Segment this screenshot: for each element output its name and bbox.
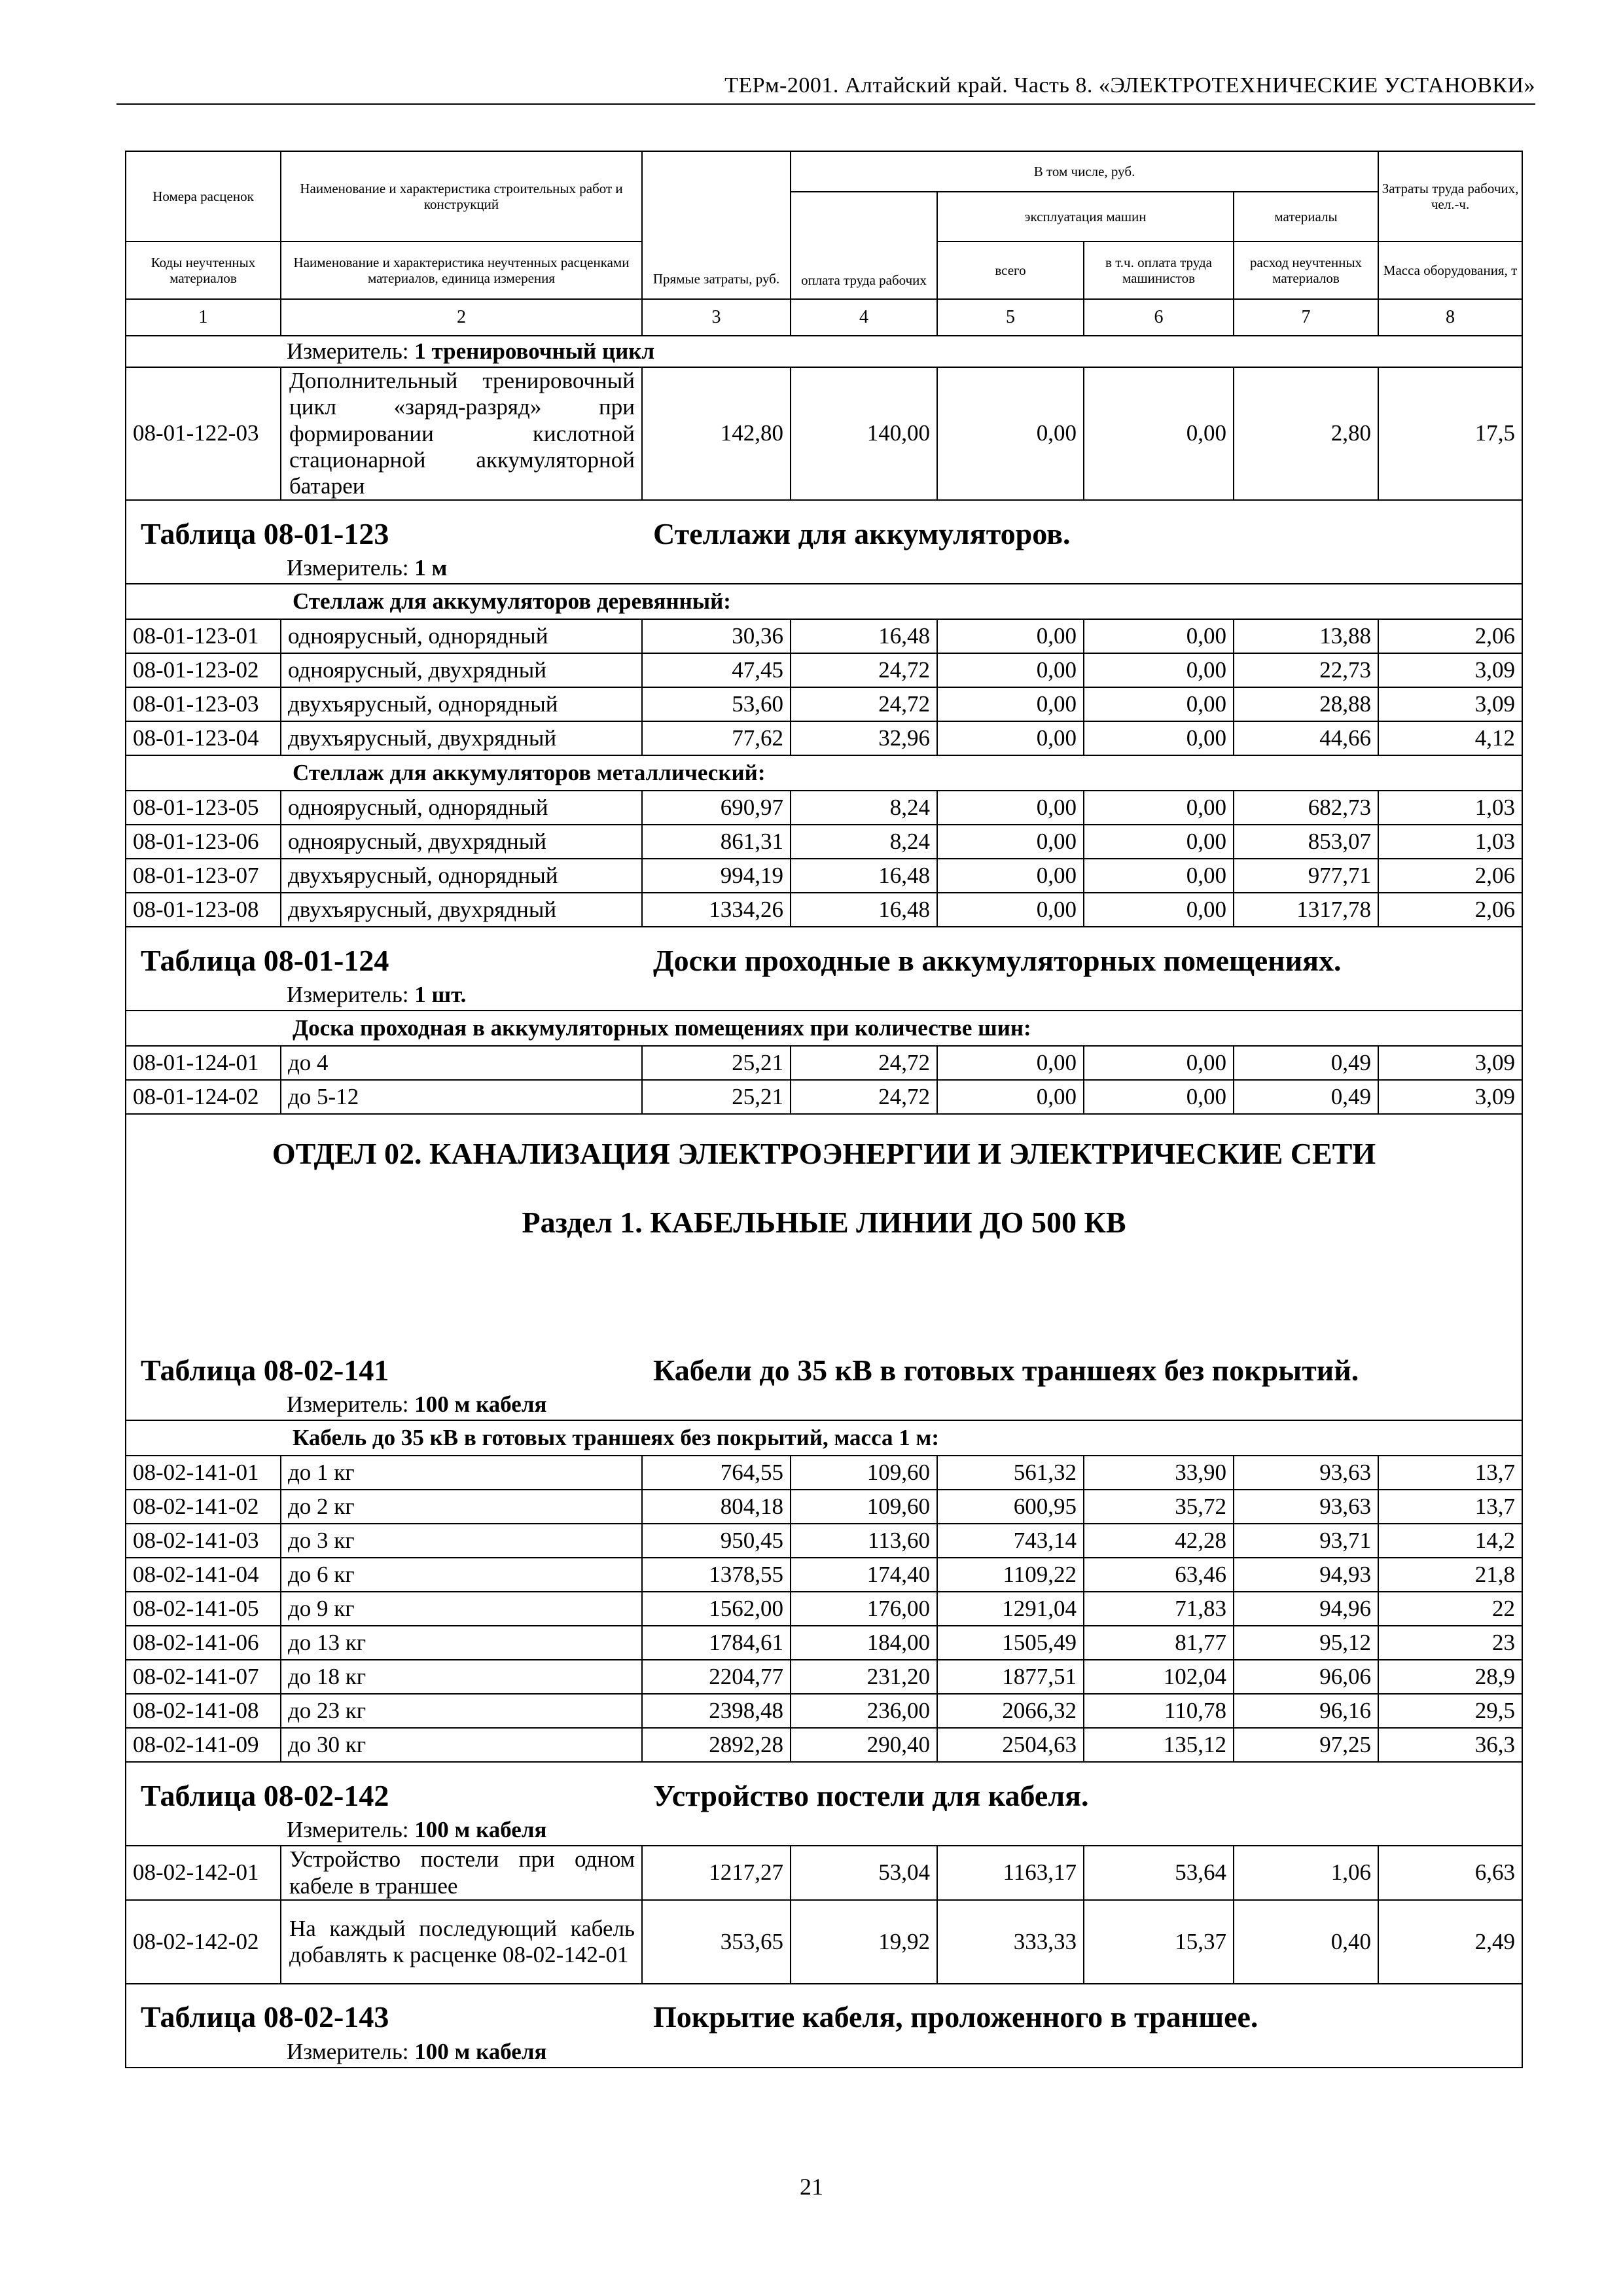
rate-code: 08-01-123-02 [126, 653, 281, 687]
rate-value-c7: 94,93 [1234, 1558, 1378, 1592]
unit-value: 100 м кабеля [414, 2038, 547, 2064]
rate-value-c4: 16,48 [791, 619, 937, 653]
rate-value-c6: 63,46 [1084, 1558, 1234, 1592]
rate-value-c5: 1109,22 [937, 1558, 1084, 1592]
rate-value-c4: 290,40 [791, 1728, 937, 1762]
table-title-row [126, 500, 1522, 553]
rate-value-c7: 22,73 [1234, 653, 1378, 687]
table-title-row [126, 927, 1522, 980]
col-header-equipment-mass: Масса оборудования, т [1378, 242, 1522, 299]
col-num: 6 [1084, 299, 1234, 336]
rate-value-c4: 109,60 [791, 1490, 937, 1524]
rate-row [126, 791, 1522, 825]
col-header-worker-pay: оплата труда рабочих [791, 192, 937, 299]
rate-value-c3: 690,97 [642, 791, 791, 825]
unit-value: 100 м кабеля [414, 1817, 547, 1842]
rate-value-c8: 4,12 [1378, 721, 1522, 755]
rate-value-c5: 1163,17 [937, 1846, 1084, 1900]
rate-value-c7: 682,73 [1234, 791, 1378, 825]
rate-value-c6: 135,12 [1084, 1728, 1234, 1762]
rate-value-c3: 353,65 [642, 1900, 791, 1984]
rate-value-c6: 0,00 [1084, 859, 1234, 893]
table-number: Таблица 08-01-123 [141, 516, 389, 550]
col-num: 7 [1234, 299, 1378, 336]
rate-name: На каждый последующий кабель добавлять к расценке 08-02-142-01 [281, 1900, 642, 1984]
rate-value-c4: 8,24 [791, 791, 937, 825]
rate-value-c6: 110,78 [1084, 1694, 1234, 1728]
table-title-row [126, 1337, 1522, 1390]
rate-code: 08-01-124-02 [126, 1080, 281, 1114]
rate-value-c8: 3,09 [1378, 687, 1522, 721]
rate-value-c8: 3,09 [1378, 1080, 1522, 1114]
rate-value-c4: 109,60 [791, 1456, 937, 1490]
table-name: Устройство постели для кабеля. [653, 1778, 1089, 1812]
rate-value-c5: 0,00 [937, 721, 1084, 755]
rate-value-c5: 1291,04 [937, 1592, 1084, 1626]
rate-name: до 2 кг [281, 1490, 642, 1524]
rate-value-c4: 24,72 [791, 687, 937, 721]
rate-value-c3: 77,62 [642, 721, 791, 755]
rate-value-c6: 71,83 [1084, 1592, 1234, 1626]
rate-value-c7: 13,88 [1234, 619, 1378, 653]
rate-value-c6: 35,72 [1084, 1490, 1234, 1524]
rate-code: 08-02-141-01 [126, 1456, 281, 1490]
rate-code: 08-02-141-03 [126, 1524, 281, 1558]
rate-value-c3: 1562,00 [642, 1592, 791, 1626]
unit-label: Измеритель: [287, 1391, 409, 1417]
rate-row [126, 1490, 1522, 1524]
rate-row [126, 1080, 1522, 1114]
rate-code: 08-01-123-06 [126, 825, 281, 859]
rate-row [126, 1694, 1522, 1728]
rate-row [126, 1846, 1522, 1900]
rate-value-c5: 0,00 [937, 1046, 1084, 1080]
table-name: Доски проходные в аккумуляторных помещениях. [653, 943, 1342, 977]
rate-value-c8: 13,7 [1378, 1490, 1522, 1524]
col-header-machines-total: всего [937, 242, 1084, 299]
col-header-materials: материалы [1234, 192, 1378, 242]
rate-value-c8: 2,06 [1378, 893, 1522, 927]
rate-code: 08-01-123-01 [126, 619, 281, 653]
rate-code: 08-02-141-07 [126, 1660, 281, 1694]
col-num: 1 [126, 299, 281, 336]
unit-value: 1 м [414, 555, 448, 581]
col-header-labor: Затраты труда рабочих, чел.-ч. [1378, 151, 1522, 242]
rate-code: 08-02-141-05 [126, 1592, 281, 1626]
unit-label: Измеритель: [287, 982, 409, 1007]
col-header-name: Наименование и характеристика строительных работ и конструкций [281, 151, 642, 242]
rate-value-c5: 0,00 [937, 893, 1084, 927]
rate-value-c3: 47,45 [642, 653, 791, 687]
rate-name: двухъярусный, однорядный [281, 687, 642, 721]
rate-value-c6: 0,00 [1084, 653, 1234, 687]
rate-row [126, 1660, 1522, 1694]
rate-value-c8: 1,03 [1378, 825, 1522, 859]
rate-code: 08-01-123-08 [126, 893, 281, 927]
rate-value-c8: 21,8 [1378, 1558, 1522, 1592]
col-header-direct-costs: Прямые затраты, руб. [642, 151, 791, 299]
rate-value-c4: 174,40 [791, 1558, 937, 1592]
rate-value-c5: 0,00 [937, 367, 1084, 500]
rate-value-c5: 2504,63 [937, 1728, 1084, 1762]
rate-row [126, 619, 1522, 653]
rate-value-c4: 24,72 [791, 1046, 937, 1080]
table-number: Таблица 08-02-141 [141, 1353, 389, 1387]
rate-value-c3: 861,31 [642, 825, 791, 859]
rate-value-c7: 0,49 [1234, 1046, 1378, 1080]
rate-code: 08-01-123-04 [126, 721, 281, 755]
rate-value-c6: 0,00 [1084, 619, 1234, 653]
rate-value-c7: 853,07 [1234, 825, 1378, 859]
rate-value-c4: 16,48 [791, 859, 937, 893]
rate-value-c6: 0,00 [1084, 1046, 1234, 1080]
rate-value-c5: 0,00 [937, 653, 1084, 687]
rate-value-c6: 15,37 [1084, 1900, 1234, 1984]
rate-value-c6: 33,90 [1084, 1456, 1234, 1490]
col-header-material-consumption: расход неучтенных материалов [1234, 242, 1378, 299]
rate-value-c3: 2204,77 [642, 1660, 791, 1694]
rate-value-c8: 14,2 [1378, 1524, 1522, 1558]
rate-name: одноярусный, однорядный [281, 619, 642, 653]
rate-name: до 9 кг [281, 1592, 642, 1626]
rate-value-c4: 53,04 [791, 1846, 937, 1900]
rate-value-c4: 24,72 [791, 1080, 937, 1114]
table-name: Покрытие кабеля, проложенного в траншее. [653, 2000, 1258, 2034]
rate-value-c5: 561,32 [937, 1456, 1084, 1490]
rate-row [126, 825, 1522, 859]
rate-value-c3: 1378,55 [642, 1558, 791, 1592]
rate-value-c5: 743,14 [937, 1524, 1084, 1558]
rate-value-c8: 3,09 [1378, 653, 1522, 687]
rate-row [126, 653, 1522, 687]
group-heading: Стеллаж для аккумуляторов деревянный: [281, 584, 1522, 619]
rate-value-c8: 1,03 [1378, 791, 1522, 825]
rate-name: двухъярусный, однорядный [281, 859, 642, 893]
rate-name: до 4 [281, 1046, 642, 1080]
rate-value-c3: 2892,28 [642, 1728, 791, 1762]
rate-row [126, 1592, 1522, 1626]
group-heading: Доска проходная в аккумуляторных помещениях при количестве шин: [281, 1011, 1522, 1046]
rate-row [126, 687, 1522, 721]
unit-value: 1 шт. [414, 982, 467, 1007]
table-body [126, 336, 1522, 2068]
column-numbers [126, 299, 1522, 336]
rate-value-c8: 6,63 [1378, 1846, 1522, 1900]
rate-name: до 6 кг [281, 1558, 642, 1592]
rate-row [126, 1046, 1522, 1080]
subsection-heading: Раздел 1. КАБЕЛЬНЫЕ ЛИНИИ ДО 500 КВ [126, 1193, 1522, 1337]
rate-value-c8: 17,5 [1378, 367, 1522, 500]
rate-value-c3: 950,45 [642, 1524, 791, 1558]
col-num: 5 [937, 299, 1084, 336]
rate-value-c4: 176,00 [791, 1592, 937, 1626]
rate-value-c7: 0,40 [1234, 1900, 1378, 1984]
col-num: 8 [1378, 299, 1522, 336]
unit-row [126, 336, 1522, 367]
table-number: Таблица 08-02-143 [141, 2000, 389, 2034]
rate-code: 08-01-122-03 [126, 367, 281, 500]
page-number: 21 [800, 2174, 823, 2200]
rate-value-c4: 19,92 [791, 1900, 937, 1984]
rate-row [126, 1456, 1522, 1490]
rate-value-c6: 0,00 [1084, 825, 1234, 859]
rate-value-c6: 0,00 [1084, 367, 1234, 500]
section-heading: ОТДЕЛ 02. КАНАЛИЗАЦИЯ ЭЛЕКТРОЭНЕРГИИ И ЭЛЕКТРИЧЕСКИЕ СЕТИ [126, 1114, 1522, 1193]
group-heading: Стеллаж для аккумуляторов металлический: [281, 755, 1522, 791]
col-num: 2 [281, 299, 642, 336]
rate-name: Дополнительный тренировочный цикл «заряд-разряд» при формировании кислотной стационарной аккумуляторной батареи [281, 367, 642, 500]
rate-row [126, 721, 1522, 755]
rate-value-c3: 25,21 [642, 1080, 791, 1114]
unit-row [126, 1390, 1522, 1420]
rate-name: одноярусный, однорядный [281, 791, 642, 825]
group-heading-row [126, 1420, 1522, 1456]
rate-code: 08-02-141-08 [126, 1694, 281, 1728]
rate-code: 08-02-141-09 [126, 1728, 281, 1762]
table-name: Стеллажи для аккумуляторов. [653, 516, 1071, 550]
unit-value: 1 тренировочный цикл [414, 338, 655, 364]
rate-value-c3: 994,19 [642, 859, 791, 893]
rate-value-c6: 0,00 [1084, 1080, 1234, 1114]
rate-name: до 30 кг [281, 1728, 642, 1762]
group-heading-row [126, 584, 1522, 619]
group-heading: Кабель до 35 кВ в готовых траншеях без покрытий, масса 1 м: [281, 1420, 1522, 1456]
rate-name: одноярусный, двухрядный [281, 653, 642, 687]
col-num: 3 [642, 299, 791, 336]
rate-row [126, 1558, 1522, 1592]
rate-value-c8: 29,5 [1378, 1694, 1522, 1728]
rate-value-c5: 0,00 [937, 687, 1084, 721]
rate-row [126, 1524, 1522, 1558]
rate-value-c5: 2066,32 [937, 1694, 1084, 1728]
table-header [126, 151, 1522, 336]
rate-code: 08-01-123-07 [126, 859, 281, 893]
rate-value-c4: 32,96 [791, 721, 937, 755]
rate-value-c7: 93,63 [1234, 1456, 1378, 1490]
rate-value-c6: 81,77 [1084, 1626, 1234, 1660]
table-title-row [126, 1762, 1522, 1815]
rate-value-c7: 94,96 [1234, 1592, 1378, 1626]
rate-code: 08-02-142-02 [126, 1900, 281, 1984]
rate-value-c6: 0,00 [1084, 687, 1234, 721]
unit-label: Измеритель: [287, 1817, 409, 1842]
rate-code: 08-01-123-03 [126, 687, 281, 721]
rate-row [126, 859, 1522, 893]
col-header-including: В том числе, руб. [791, 151, 1378, 192]
col-header-codes: Номера расценок [126, 151, 281, 242]
rate-value-c5: 0,00 [937, 791, 1084, 825]
rate-value-c6: 0,00 [1084, 893, 1234, 927]
rate-value-c8: 2,06 [1378, 619, 1522, 653]
rate-value-c8: 2,49 [1378, 1900, 1522, 1984]
rate-value-c7: 1317,78 [1234, 893, 1378, 927]
rate-value-c3: 30,36 [642, 619, 791, 653]
rate-value-c7: 2,80 [1234, 367, 1378, 500]
rate-value-c7: 1,06 [1234, 1846, 1378, 1900]
rate-name: до 18 кг [281, 1660, 642, 1694]
rate-name: двухъярусный, двухрядный [281, 893, 642, 927]
rate-value-c7: 97,25 [1234, 1728, 1378, 1762]
rate-row [126, 1900, 1522, 1984]
rate-value-c6: 0,00 [1084, 721, 1234, 755]
rate-value-c8: 36,3 [1378, 1728, 1522, 1762]
section-heading-row [126, 1114, 1522, 1193]
rate-name: до 3 кг [281, 1524, 642, 1558]
rate-value-c5: 0,00 [937, 859, 1084, 893]
unit-row [126, 980, 1522, 1011]
rate-value-c7: 96,06 [1234, 1660, 1378, 1694]
rate-value-c4: 24,72 [791, 653, 937, 687]
rate-row [126, 1626, 1522, 1660]
rate-value-c4: 140,00 [791, 367, 937, 500]
rate-value-c7: 93,63 [1234, 1490, 1378, 1524]
col-header-material-codes: Коды неучтенных материалов [126, 242, 281, 299]
rate-value-c7: 95,12 [1234, 1626, 1378, 1660]
rate-value-c8: 3,09 [1378, 1046, 1522, 1080]
rate-value-c3: 1217,27 [642, 1846, 791, 1900]
table-name: Кабели до 35 кВ в готовых траншеях без покрытий. [653, 1353, 1359, 1387]
rate-code: 08-02-142-01 [126, 1846, 281, 1900]
rate-name: двухъярусный, двухрядный [281, 721, 642, 755]
rate-value-c5: 600,95 [937, 1490, 1084, 1524]
rate-value-c6: 102,04 [1084, 1660, 1234, 1694]
rate-name: до 13 кг [281, 1626, 642, 1660]
rate-value-c4: 184,00 [791, 1626, 937, 1660]
rate-value-c3: 764,55 [642, 1456, 791, 1490]
rate-name: до 23 кг [281, 1694, 642, 1728]
rate-row [126, 893, 1522, 927]
rate-value-c4: 8,24 [791, 825, 937, 859]
col-header-operator-pay: в т.ч. оплата труда машинистов [1084, 242, 1234, 299]
rate-value-c8: 23 [1378, 1626, 1522, 1660]
rate-name: одноярусный, двухрядный [281, 825, 642, 859]
unit-value: 100 м кабеля [414, 1391, 547, 1417]
rate-value-c7: 28,88 [1234, 687, 1378, 721]
table-number: Таблица 08-01-124 [141, 943, 389, 977]
rate-value-c3: 2398,48 [642, 1694, 791, 1728]
group-heading-row [126, 755, 1522, 791]
unit-row [126, 2037, 1522, 2068]
rate-value-c5: 0,00 [937, 1080, 1084, 1114]
rate-value-c7: 0,49 [1234, 1080, 1378, 1114]
rate-value-c4: 113,60 [791, 1524, 937, 1558]
table-number: Таблица 08-02-142 [141, 1778, 389, 1812]
rate-value-c6: 42,28 [1084, 1524, 1234, 1558]
unit-label: Измеритель: [287, 555, 409, 581]
rate-value-c6: 53,64 [1084, 1846, 1234, 1900]
rate-value-c3: 804,18 [642, 1490, 791, 1524]
rate-value-c7: 96,16 [1234, 1694, 1378, 1728]
rate-value-c5: 1877,51 [937, 1660, 1084, 1694]
rate-value-c4: 236,00 [791, 1694, 937, 1728]
header-rule [116, 103, 1535, 105]
rate-value-c4: 16,48 [791, 893, 937, 927]
rate-name: до 1 кг [281, 1456, 642, 1490]
rate-value-c6: 0,00 [1084, 791, 1234, 825]
group-heading-row [126, 1011, 1522, 1046]
unit-label: Измеритель: [287, 338, 409, 364]
rate-value-c5: 1505,49 [937, 1626, 1084, 1660]
rate-code: 08-01-123-05 [126, 791, 281, 825]
rate-value-c7: 977,71 [1234, 859, 1378, 893]
rate-row [126, 1728, 1522, 1762]
rate-row [126, 367, 1522, 500]
rate-value-c3: 142,80 [642, 367, 791, 500]
rate-value-c8: 13,7 [1378, 1456, 1522, 1490]
col-header-material-name: Наименование и характеристика неучтенных расценками материалов, единица измерения [281, 242, 642, 299]
rate-name: Устройство постели при одном кабеле в траншее [281, 1846, 642, 1900]
rate-value-c5: 333,33 [937, 1900, 1084, 1984]
rate-code: 08-01-124-01 [126, 1046, 281, 1080]
rate-value-c5: 0,00 [937, 619, 1084, 653]
rate-value-c3: 1784,61 [642, 1626, 791, 1660]
rate-value-c7: 44,66 [1234, 721, 1378, 755]
unit-row [126, 553, 1522, 584]
rate-value-c8: 28,9 [1378, 1660, 1522, 1694]
col-header-machines: эксплуатация машин [937, 192, 1234, 242]
rate-value-c4: 231,20 [791, 1660, 937, 1694]
subsection-heading-row [126, 1193, 1522, 1337]
rate-value-c5: 0,00 [937, 825, 1084, 859]
table-title-row [126, 1984, 1522, 2037]
rate-value-c8: 22 [1378, 1592, 1522, 1626]
rate-value-c3: 1334,26 [642, 893, 791, 927]
col-num: 4 [791, 299, 937, 336]
running-header: ТЕРм-2001. Алтайский край. Часть 8. «ЭЛЕКТРОТЕХНИЧЕСКИЕ УСТАНОВКИ» [724, 73, 1535, 98]
rate-code: 08-02-141-06 [126, 1626, 281, 1660]
rate-value-c3: 53,60 [642, 687, 791, 721]
rate-code: 08-02-141-04 [126, 1558, 281, 1592]
unit-label: Измеритель: [287, 2038, 409, 2064]
rate-value-c8: 2,06 [1378, 859, 1522, 893]
unit-row [126, 1815, 1522, 1846]
rate-name: до 5-12 [281, 1080, 642, 1114]
rates-table [125, 151, 1523, 2068]
rate-value-c7: 93,71 [1234, 1524, 1378, 1558]
rate-value-c3: 25,21 [642, 1046, 791, 1080]
rate-code: 08-02-141-02 [126, 1490, 281, 1524]
